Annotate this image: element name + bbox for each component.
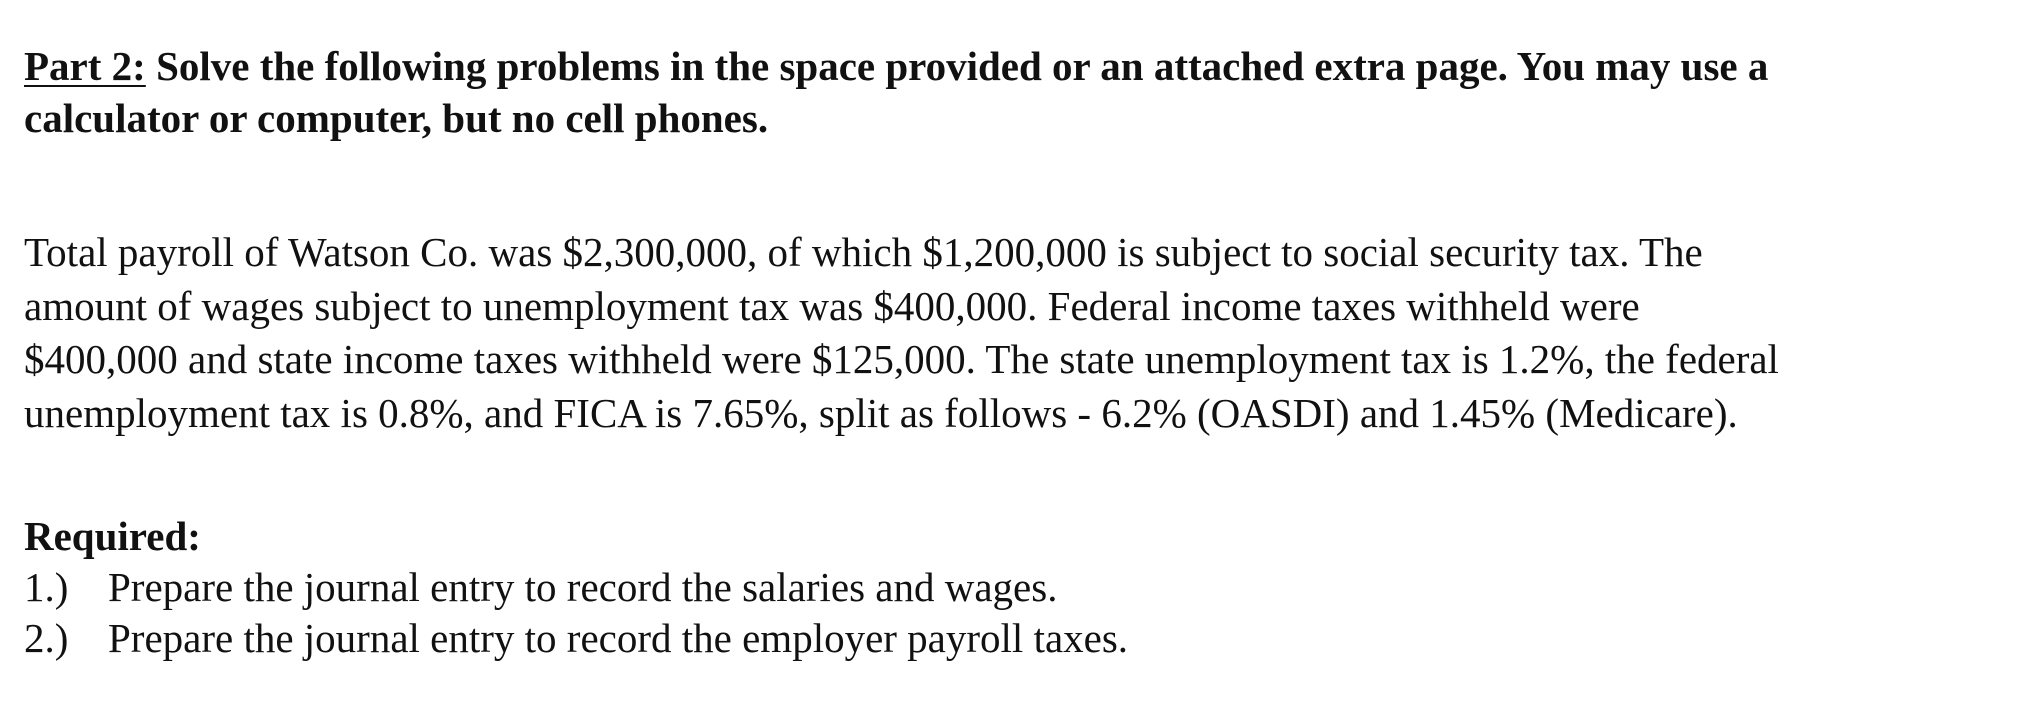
problem-line: amount of wages subject to unemployment tax was $400,000. Federal income taxes withheld were xyxy=(24,282,1640,329)
part-label: Part 2: xyxy=(24,43,146,89)
required-item-number: 2.) xyxy=(24,615,69,661)
document xyxy=(24,40,2014,661)
problem-line: Total payroll of Watson Co. was $2,300,000, of which $1,200,000 is subject to social security tax. The xyxy=(24,229,1703,275)
part-instructions: Solve the following problems in the space provided or an attached extra page. You may use a calculator or computer, but no cell phones. xyxy=(24,43,1769,141)
problem-statement xyxy=(24,226,2014,440)
required-item-text: Prepare the journal entry to record the salaries and wages. xyxy=(108,564,1058,610)
required-item xyxy=(24,562,2014,613)
required-item xyxy=(24,613,2014,664)
required-item-text: Prepare the journal entry to record the employer payroll taxes. xyxy=(108,615,1129,661)
required-section xyxy=(24,510,2014,664)
required-list xyxy=(24,562,2014,664)
problem-line: $400,000 and state income taxes withheld were $125,000. The state unemployment tax is 1.2%, the federal xyxy=(24,336,1779,382)
problem-line: unemployment tax is 0.8%, and FICA is 7.65%, split as follows - 6.2% (OASDI) and 1.45% (Medicare). xyxy=(24,389,1738,436)
required-heading: Required: xyxy=(24,513,201,559)
part-heading xyxy=(24,40,1824,144)
required-item-number: 1.) xyxy=(24,564,69,610)
